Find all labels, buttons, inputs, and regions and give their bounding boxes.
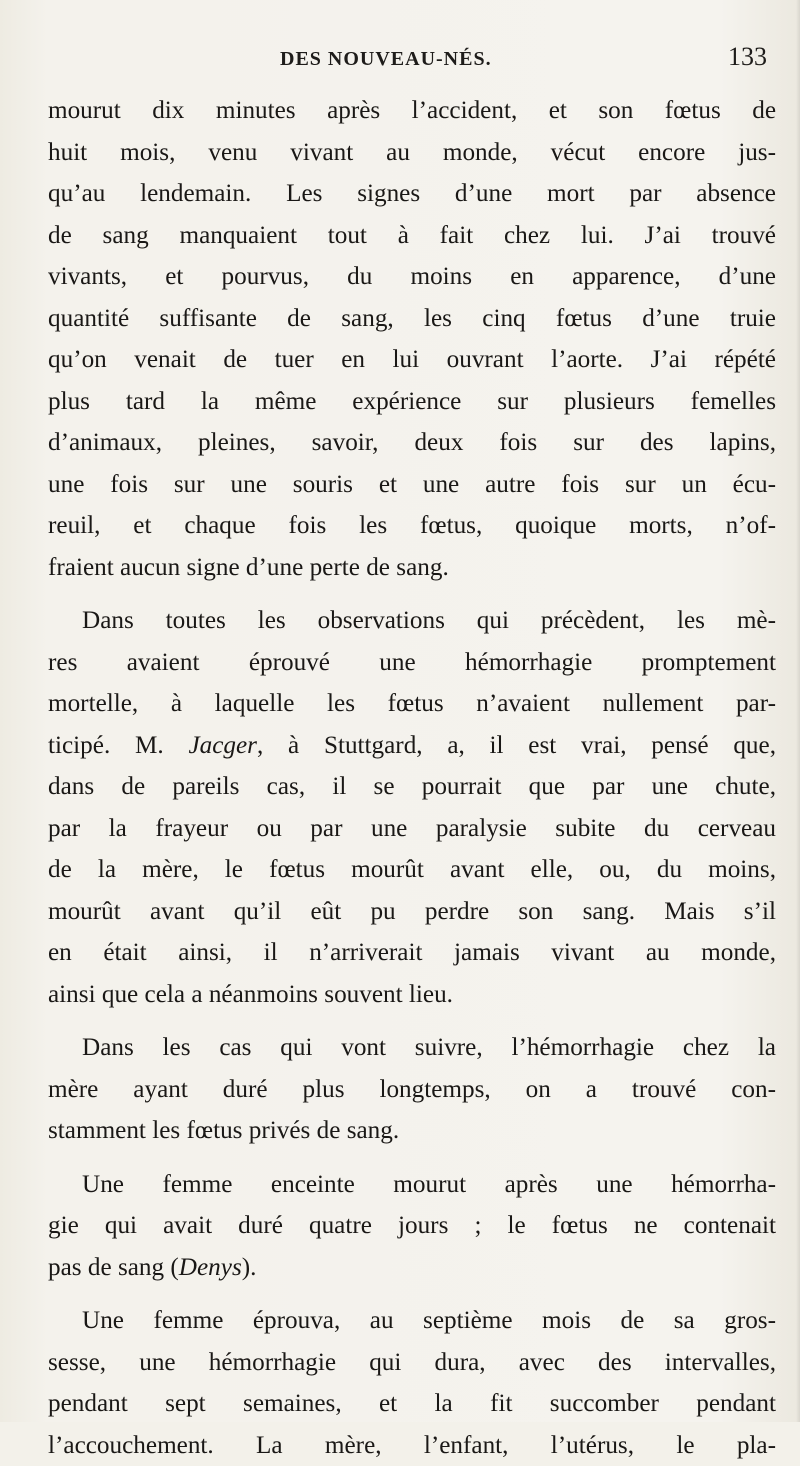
text-line: une fois sur une souris et une autre fois sur un écu- [48,464,776,506]
page-number: 133 [728,42,767,72]
text-line: reuil, et chaque fois les fœtus, quoique morts, n’of- [48,505,776,547]
paragraph-5 [48,1300,776,1466]
text-line-with-name [48,1247,776,1289]
text-line: qu’au lendemain. Les signes d’une mort par absence [48,173,776,215]
author-name: Jacger [188,732,257,759]
text-line: huit mois, venu vivant au monde, vécut encore jus- [48,132,776,174]
text-line: Une femme enceinte mourut après une hémorrha- [48,1164,776,1206]
text-line: stamment les fœtus privés de sang. [48,1110,776,1152]
text-fragment: ticipé. M. [48,732,188,759]
text-line: vivants, et pourvus, du moins en apparence, d’une [48,256,776,298]
text-line: plus tard la même expérience sur plusieurs femelles [48,381,776,423]
body-text [48,90,776,1466]
text-line: pendant sept semaines, et la fit succomber pendant [48,1383,776,1425]
paragraph-4 [48,1164,776,1289]
text-line: fraient aucun signe d’une perte de sang. [48,547,776,589]
text-line: res avaient éprouvé une hémorrhagie promptement [48,642,776,684]
author-name: Denys [179,1254,242,1281]
text-fragment: , à Stuttgard, a, il est vrai, pensé que, [257,732,776,759]
text-line: sesse, une hémorrhagie qui dura, avec des intervalles, [48,1342,776,1384]
running-title: DES NOUVEAU-NÉS. [280,48,492,71]
text-line: dans de pareils cas, il se pourrait que par une chute, [48,766,776,808]
paragraph-gap [48,588,776,600]
text-line: en était ainsi, il n’arriverait jamais vivant au monde, [48,932,776,974]
text-line-with-name [48,725,776,767]
text-line: Dans les cas qui vont suivre, l’hémorrhagie chez la [48,1027,776,1069]
text-line: Dans toutes les observations qui précèdent, les mè- [48,600,776,642]
text-line: mortelle, à laquelle les fœtus n’avaient nullement par- [48,683,776,725]
text-line: d’animaux, pleines, savoir, deux fois sur des lapins, [48,422,776,464]
paragraph-3 [48,1027,776,1152]
text-fragment: pas de sang ( [48,1254,179,1281]
text-line: de la mère, le fœtus mourût avant elle, ou, du moins, [48,849,776,891]
text-line: mourût avant qu’il eût pu perdre son sang. Mais s’il [48,891,776,933]
text-line: mère ayant duré plus longtemps, on a trouvé con- [48,1069,776,1111]
text-line: l’accouchement. La mère, l’enfant, l’utérus, le pla- [48,1425,776,1466]
text-line: de sang manquaient tout à fait chez lui. J’ai trouvé [48,215,776,257]
paragraph-gap [48,1288,776,1300]
running-head [0,40,800,80]
paragraph-gap [48,1152,776,1164]
text-line: qu’on venait de tuer en lui ouvrant l’aorte. J’ai répété [48,339,776,381]
text-line: par la frayeur ou par une paralysie subite du cerveau [48,808,776,850]
text-line: quantité suffisante de sang, les cinq fœtus d’une truie [48,298,776,340]
text-line: ainsi que cela a néanmoins souvent lieu. [48,974,776,1016]
text-line: mourut dix minutes après l’accident, et son fœtus de [48,90,776,132]
paragraph-gap [48,1015,776,1027]
text-line: Une femme éprouva, au septième mois de sa gros- [48,1300,776,1342]
text-line: gie qui avait duré quatre jours ; le fœtus ne contenait [48,1205,776,1247]
text-fragment: ). [242,1254,257,1281]
paragraph-2 [48,600,776,1015]
paragraph-1 [48,90,776,588]
